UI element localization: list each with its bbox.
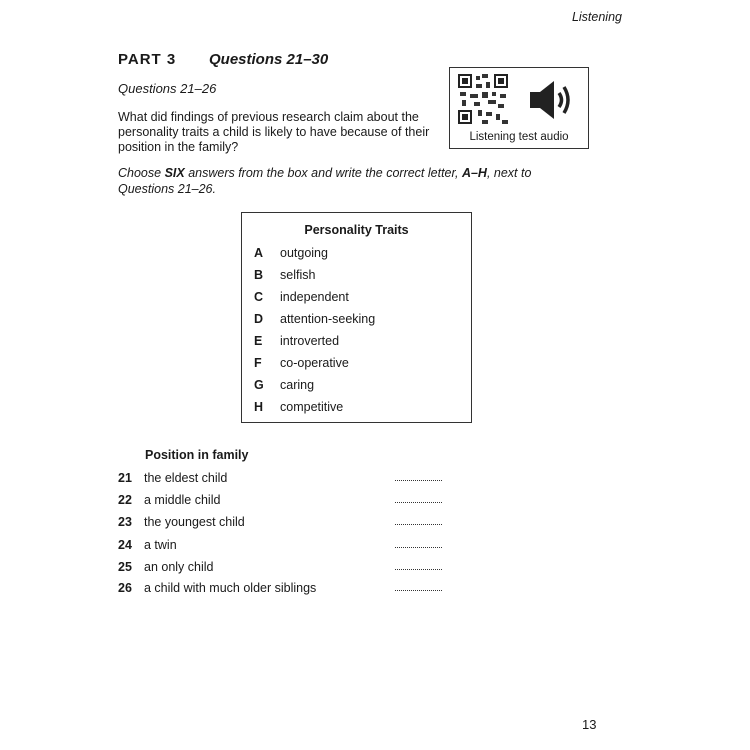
answer-blank[interactable] bbox=[395, 524, 442, 525]
question-row: 21 the eldest child bbox=[118, 471, 448, 485]
trait-item: A outgoing bbox=[254, 246, 328, 260]
audio-label: Listening test audio bbox=[469, 131, 569, 143]
trait-item: H competitive bbox=[254, 400, 344, 414]
audio-box[interactable] bbox=[449, 67, 589, 149]
answer-blank[interactable] bbox=[395, 547, 442, 548]
subsection-label: Questions 21–26 bbox=[118, 81, 217, 96]
question-row: 22 a middle child bbox=[118, 493, 448, 507]
trait-item: G caring bbox=[254, 378, 315, 392]
answer-blank[interactable] bbox=[395, 569, 442, 570]
page-number: 13 bbox=[582, 717, 597, 732]
traits-title: Personality Traits bbox=[304, 223, 409, 237]
part-questions: Questions 21–30 bbox=[209, 51, 329, 68]
question-row: 25 an only child bbox=[118, 560, 448, 574]
question-text: What did findings of previous research claim about the personality traits a child is likely to have because of their position in the family? bbox=[118, 110, 430, 154]
answer-blank[interactable] bbox=[395, 502, 442, 503]
speaker-icon[interactable] bbox=[528, 78, 574, 122]
section-header: Listening bbox=[571, 10, 622, 24]
answer-blank[interactable] bbox=[395, 480, 442, 481]
qr-code-icon[interactable] bbox=[458, 74, 508, 124]
question-row: 26 a child with much older siblings bbox=[118, 581, 448, 595]
trait-item: D attention-seeking bbox=[254, 312, 376, 326]
trait-item: C independent bbox=[254, 290, 349, 304]
trait-item: B selfish bbox=[254, 268, 316, 282]
personality-traits-box bbox=[241, 212, 472, 423]
part-label: PART 3 bbox=[118, 51, 177, 68]
instruction: Choose SIX answers from the box and write the correct letter, A–H, next to Questions 21–26. bbox=[118, 166, 532, 196]
answer-blank[interactable] bbox=[395, 590, 442, 591]
question-row: 24 a twin bbox=[118, 538, 448, 552]
trait-item: E introverted bbox=[254, 334, 340, 348]
trait-item: F co-operative bbox=[254, 356, 349, 370]
position-title: Position in family bbox=[145, 448, 249, 462]
question-row: 23 the youngest child bbox=[118, 515, 448, 529]
